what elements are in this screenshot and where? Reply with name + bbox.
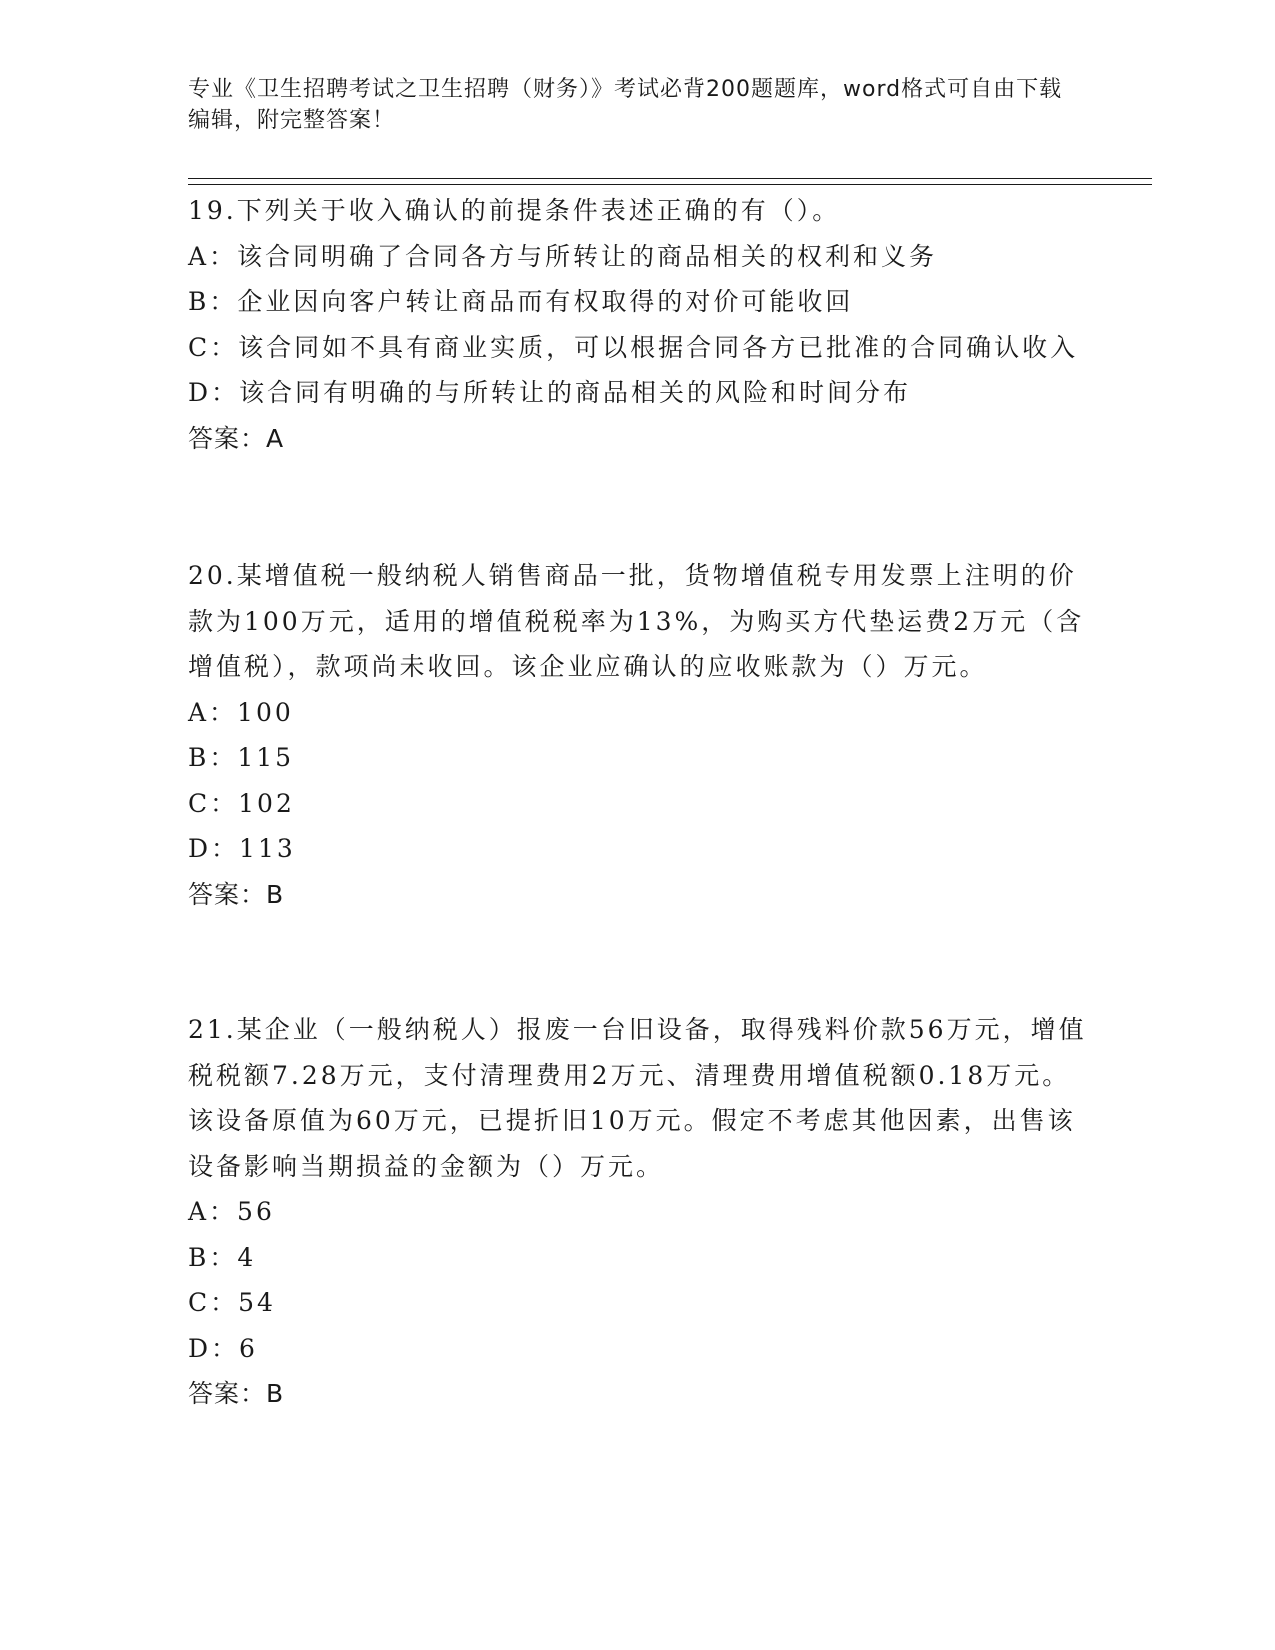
option-d: D：该合同有明确的与所转让的商品相关的风险和时间分布 bbox=[188, 378, 912, 407]
option-a: A：该合同明确了合同各方与所转让的商品相关的权利和义务 bbox=[188, 241, 938, 271]
option-a: A：56 bbox=[188, 1197, 275, 1226]
header-divider-bottom bbox=[188, 184, 1152, 185]
option-c: C：54 bbox=[188, 1288, 276, 1317]
question-20 bbox=[188, 553, 1088, 917]
answer: 答案：B bbox=[188, 879, 285, 909]
option-b: B：115 bbox=[188, 743, 295, 772]
answer: 答案：A bbox=[188, 423, 285, 453]
option-d: D：113 bbox=[188, 834, 296, 863]
option-b: B：4 bbox=[188, 1242, 257, 1272]
question-stem: 20.某增值税一般纳税人销售商品一批，货物增值税专用发票上注明的价款为100万元，适用的增值税税率为13%，为购买方代垫运费2万元（含增值税），款项尚未收回。该企业应确认的应收账款为（）万元。 bbox=[188, 561, 1085, 681]
option-a: A：100 bbox=[188, 697, 294, 727]
answer: 答案：B bbox=[188, 1379, 285, 1408]
question-21 bbox=[188, 1007, 1088, 1417]
option-c: C：该合同如不具有商业实质，可以根据合同各方已批准的合同确认收入 bbox=[188, 332, 1079, 362]
question-19 bbox=[188, 188, 1088, 461]
header-divider-top bbox=[188, 178, 1152, 179]
question-stem: 21.某企业（一般纳税人）报废一台旧设备，取得残料价款56万元，增值税税额7.28万元，支付清理费用2万元、清理费用增值税额0.18万元。该设备原值为60万元，已提折旧10万元。假定不考虑其他因素，出售该设备影响当期损益的金额为（）万元。 bbox=[188, 1015, 1087, 1181]
option-c: C：102 bbox=[188, 788, 295, 818]
document-header: 专业《卫生招聘考试之卫生招聘（财务）》考试必背200题题库，word格式可自由下载编辑，附完整答案！ bbox=[188, 77, 1063, 133]
option-b: B：企业因向客户转让商品而有权取得的对价可能收回 bbox=[188, 287, 854, 316]
option-d: D：6 bbox=[188, 1333, 258, 1363]
question-stem: 19.下列关于收入确认的前提条件表述正确的有（）。 bbox=[188, 196, 841, 225]
